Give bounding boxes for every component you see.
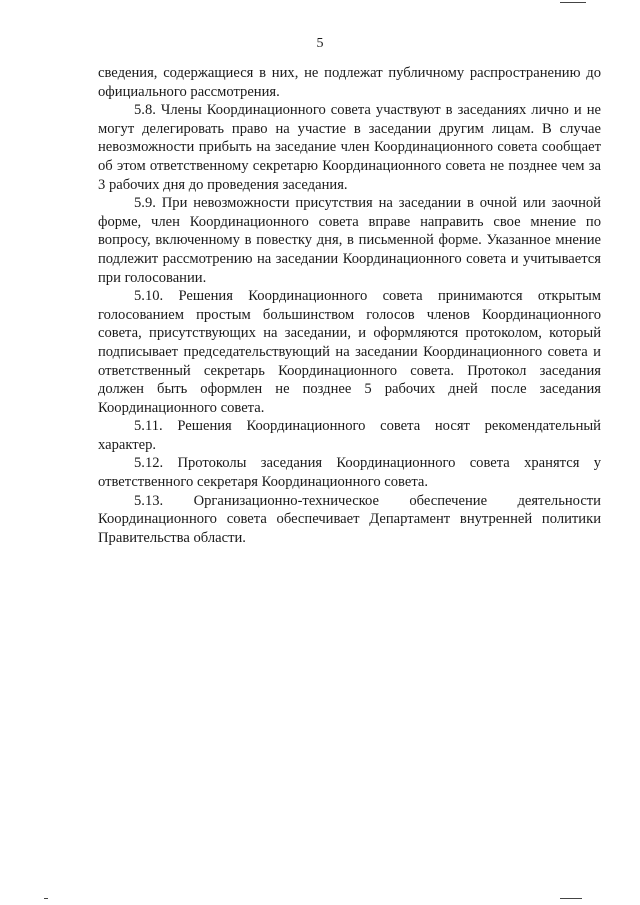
paragraph-5-10: 5.10. Решения Координационного совета принимаются открытым голосованием простым большинством голосов членов Координационного совета, присутствующих на заседании, и оформляются протоколом, который подписывает председательствующий на заседании Координационного совета и ответственный секретарь Координационного совета. Протокол заседания должен быть оформлен не позднее 5 рабочих дней после заседания Координационного совета.: [98, 288, 601, 416]
scan-artifact-mark: [560, 2, 586, 3]
paragraph-5-9: 5.9. При невозможности присутствия на заседании в очной или заочной форме, член Координационного совета вправе направить свое мнение по вопросу, включенному в повестку дня, в письменной форме. Указанное мнение подлежит рассмотрению на заседании Координационного совета и учитывается при голосовании.: [98, 195, 601, 286]
document-body: [98, 64, 601, 547]
paragraph-continuation: сведения, содержащиеся в них, не подлежат публичному распространению до официального рассмотрения.: [98, 65, 601, 100]
paragraph-5-12: 5.12. Протоколы заседания Координационного совета хранятся у ответственного секретаря Координационного совета.: [98, 455, 601, 491]
scan-artifact-mark: [44, 898, 48, 899]
page-number: 5: [316, 36, 324, 51]
paragraph-5-8: 5.8. Члены Координационного совета участвуют в заседаниях лично и не могут делегировать право на участие в заседании другим лицам. В случае невозможности прибыть на заседание член Координационного совета сообщает об этом ответственному секретарю Координационного совета не позднее чем за 3 рабочих дня до проведения заседания.: [98, 102, 601, 193]
paragraph-5-11: 5.11. Решения Координационного совета носят рекомендательный характер.: [98, 418, 601, 453]
paragraph-5-13: 5.13. Организационно-техническое обеспечение деятельности Координационного совета обеспечивает Департамент внутренней политики Правительства области.: [98, 492, 601, 546]
scan-artifact-mark: [560, 898, 582, 899]
